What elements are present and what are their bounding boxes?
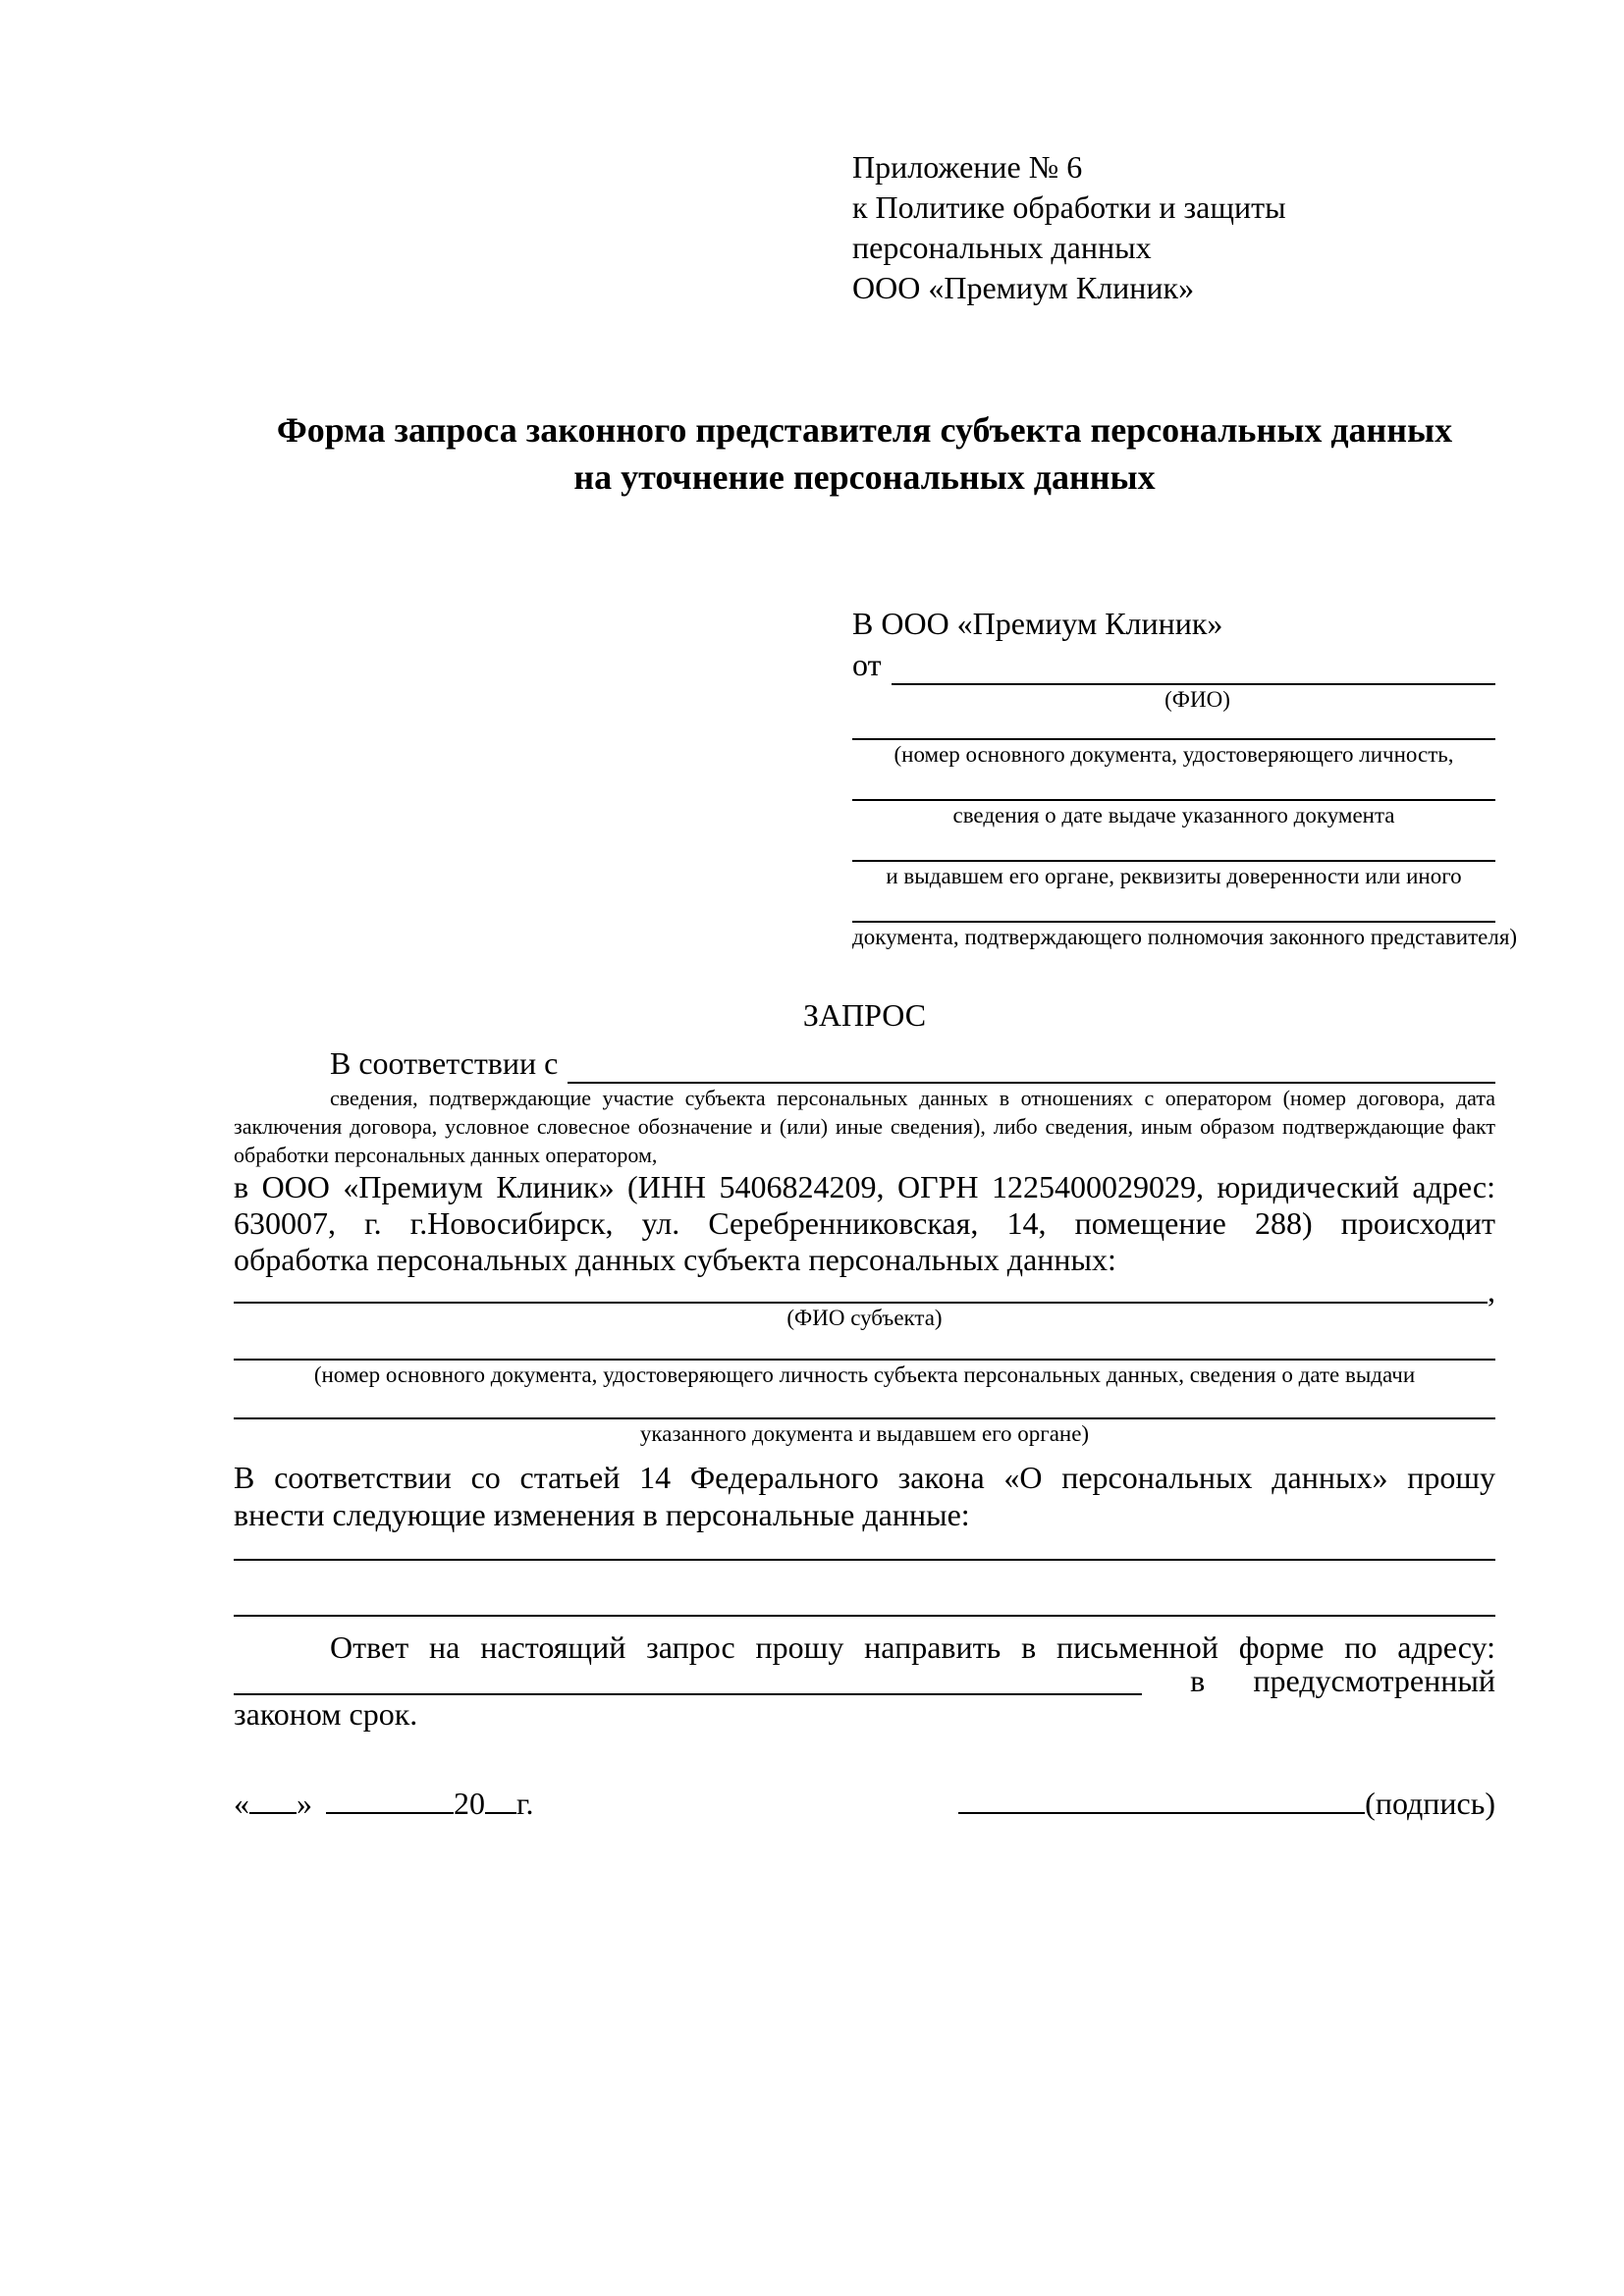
subject-fio-caption: (ФИО субъекта) [786, 1306, 943, 1330]
paragraph-line: 630007, г. г.Новосибирск, ул. Серебренниковская, 14, помещение 288) происходит [234, 1205, 1495, 1241]
addressee-block [852, 603, 1518, 952]
changes-field-line [234, 1533, 1495, 1561]
paragraph-line: в ООО «Премиум Клиник» (ИНН 5406824209, ОГРН 1225400029029, юридический адрес: [234, 1169, 1495, 1204]
footnote-line: заключения договора, условное словесное обозначение и (или) иные сведения), либо сведения, иным образом подтверждающие факт [234, 1114, 1495, 1139]
year-suffix: г. [516, 1786, 534, 1821]
signature-field-line [958, 1812, 1365, 1814]
signature-block [958, 1784, 1495, 1823]
date-field [234, 1784, 534, 1823]
trailing-comma: , [1488, 1273, 1495, 1308]
fio-caption: (ФИО) [1164, 687, 1230, 712]
changes-field-line [234, 1561, 1495, 1617]
basis-footnote [234, 1084, 1495, 1169]
addressee-organization: В ООО «Премиум Клиник» [852, 606, 1223, 641]
representative-doc-caption: (номер основного документа, удостоверяющего личность, [893, 742, 1454, 767]
annex-line: ООО «Премиум Клиник» [852, 270, 1195, 305]
footnote-line: обработки персональных данных оператором, [234, 1143, 658, 1167]
subject-doc-caption: (номер основного документа, удостоверяющего личность субъекта персональных данных, сведения о дате выдачи [313, 1362, 1416, 1387]
request-heading: ЗАПРОС [802, 997, 927, 1033]
annex-line: к Политике обработки и защиты [852, 189, 1286, 225]
law-paragraph [234, 1459, 1495, 1533]
signature-caption: (подпись) [1365, 1786, 1495, 1821]
paragraph-word: предусмотренный [1253, 1663, 1495, 1698]
day-field-line [249, 1812, 297, 1814]
subject-doc-field-line [234, 1333, 1495, 1361]
representative-doc-caption: документа, подтверждающего полномочия законного представителя) [852, 925, 1518, 949]
paragraph-line: Ответ на настоящий запрос прошу направить в письменной форме по адресу: [330, 1629, 1495, 1665]
representative-doc-field-line [852, 715, 1495, 740]
quote-close: » [297, 1786, 312, 1821]
paragraph-line: законом срок. [234, 1696, 418, 1732]
paragraph-line: В соответствии со статьей 14 Федерального закона «О персональных данных» прошу [234, 1460, 1495, 1495]
annex-line: Приложение № 6 [852, 149, 1083, 185]
date-signature-row [234, 1784, 1495, 1823]
subject-fio-field-line [234, 1278, 1488, 1304]
year-prefix: 20 [454, 1786, 485, 1821]
reply-address-field-line [234, 1668, 1142, 1695]
year-field-line [485, 1812, 516, 1814]
annex-line: персональных данных [852, 230, 1152, 265]
representative-doc-field-line [852, 891, 1495, 923]
from-label: от [852, 647, 882, 682]
representative-doc-caption: и выдавшем его органе, реквизиты доверенности или иного [886, 864, 1462, 888]
subject-fio-row [234, 1273, 1495, 1308]
basis-field-line [568, 1048, 1495, 1084]
representative-doc-field-line [852, 830, 1495, 862]
intro-label: В соответствии с [330, 1045, 559, 1081]
title-line: Форма запроса законного представителя субъекта персональных данных [276, 410, 1453, 450]
from-row [852, 644, 1495, 685]
subject-doc-field-line [234, 1390, 1495, 1419]
paragraph-line: внести следующие изменения в персональные данные: [234, 1497, 970, 1532]
reply-paragraph [234, 1629, 1495, 1733]
representative-fio-field-line [892, 648, 1495, 685]
intro-row [234, 1042, 1495, 1084]
operator-paragraph [234, 1169, 1495, 1278]
title-line: на уточнение персональных данных [573, 457, 1156, 497]
document-title [234, 406, 1495, 501]
reply-address-row [234, 1663, 1495, 1698]
representative-doc-field-line [852, 770, 1495, 801]
month-field-line [326, 1812, 454, 1814]
quote-open: « [234, 1786, 249, 1821]
paragraph-word: в [1190, 1663, 1206, 1698]
paragraph-line: обработка персональных данных субъекта персональных данных: [234, 1242, 1116, 1277]
subject-doc-caption: указанного документа и выдавшем его органе) [639, 1421, 1090, 1446]
footnote-line: сведения, подтверждающие участие субъекта персональных данных в отношениях с оператором (номер договора, дата [330, 1086, 1495, 1110]
representative-doc-caption: сведения о дате выдаче указанного документа [952, 803, 1395, 828]
annex-block [852, 147, 1495, 308]
